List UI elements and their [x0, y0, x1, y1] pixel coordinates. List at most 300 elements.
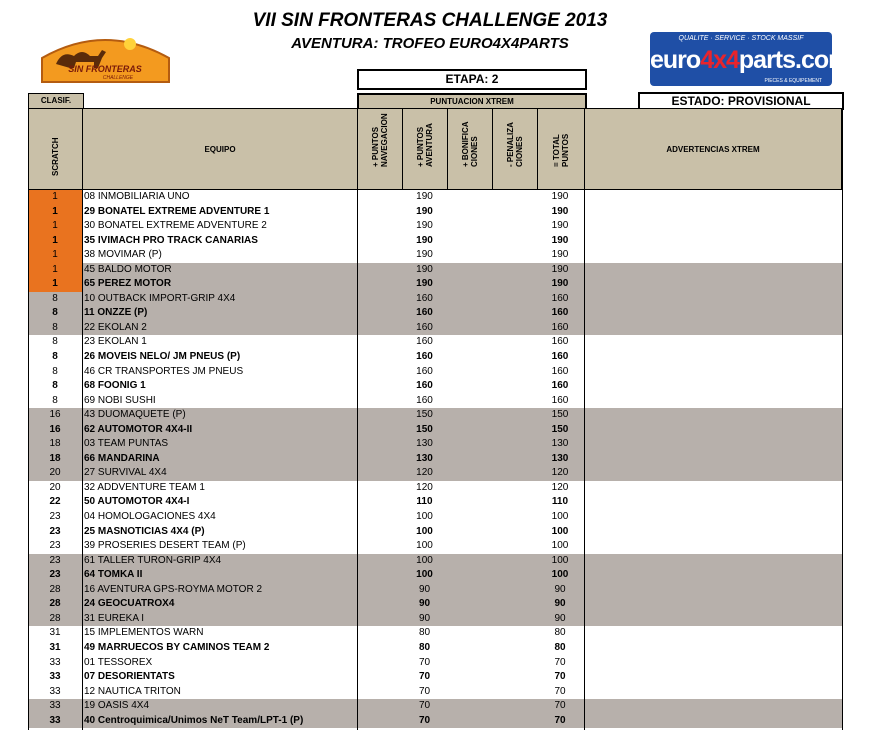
table-row	[28, 423, 842, 438]
team-cell: 03 TEAM PUNTAS	[84, 438, 169, 450]
advertencias-cell	[583, 466, 842, 481]
advertencias-cell	[583, 321, 842, 336]
team-cell: 62 AUTOMOTOR 4X4-II	[84, 423, 193, 435]
bonificaciones-cell	[447, 365, 492, 380]
aventura-cell: 190	[416, 205, 433, 217]
team-cell: 08 INMOBILIARIA UNO	[84, 191, 190, 202]
table-row	[28, 219, 842, 234]
team-cell: 49 MARRUECOS BY CAMINOS TEAM 2	[84, 641, 270, 653]
total-cell: 160	[551, 307, 569, 319]
scratch-cell: 33	[49, 700, 61, 712]
aventura-cell: 190	[416, 263, 433, 275]
scratch-cell: 23	[49, 554, 61, 566]
navegacion-cell	[357, 423, 402, 438]
table-row	[28, 670, 842, 685]
advertencias-cell	[583, 597, 842, 612]
advertencias-cell	[583, 350, 842, 365]
navegacion-cell	[357, 219, 402, 234]
table-row	[28, 466, 842, 481]
table-row	[28, 394, 842, 409]
aventura-cell: 100	[416, 540, 433, 552]
bonificaciones-cell	[447, 205, 492, 220]
navegacion-cell	[357, 597, 402, 612]
team-cell: 11 ONZZE (P)	[84, 307, 148, 319]
navegacion-cell	[357, 495, 402, 510]
navegacion-cell	[357, 437, 402, 452]
aventura-cell: 80	[418, 627, 431, 639]
table-row	[28, 699, 842, 714]
penalizaciones-cell	[492, 641, 537, 656]
table-row	[28, 205, 842, 220]
bonificaciones-cell	[447, 234, 492, 249]
table-row	[28, 306, 842, 321]
scratch-cell: 1	[28, 205, 82, 220]
scratch-cell: 20	[49, 467, 61, 479]
aventura-cell: 160	[416, 351, 433, 363]
bonificaciones-cell	[447, 335, 492, 350]
total-cell: 100	[551, 511, 569, 523]
total-cell: 160	[551, 380, 569, 392]
bonificaciones-cell	[447, 495, 492, 510]
table-row	[28, 234, 842, 249]
navegacion-cell	[357, 641, 402, 656]
advertencias-cell	[583, 685, 842, 700]
total-cell: 90	[554, 612, 566, 624]
aventura-cell: 70	[418, 714, 431, 726]
navegacion-cell	[357, 248, 402, 263]
penalizaciones-cell	[492, 205, 537, 220]
scratch-cell: 1	[28, 277, 82, 292]
total-cell: 70	[554, 671, 566, 683]
advertencias-cell	[583, 670, 842, 685]
scratch-cell: 23	[49, 540, 61, 552]
bonificaciones-cell	[447, 190, 492, 205]
table-row	[28, 481, 842, 496]
total-cell: 150	[551, 423, 569, 435]
logo-right-sub: PIECES & EQUIPEMENT	[764, 78, 822, 84]
penalizaciones-cell	[492, 365, 537, 380]
aventura-cell: 110	[416, 496, 433, 508]
aventura-cell: 190	[416, 191, 433, 202]
advertencias-cell	[583, 437, 842, 452]
penalizaciones-cell	[492, 219, 537, 234]
advertencias-cell	[583, 626, 842, 641]
aventura-cell: 150	[416, 409, 433, 421]
scratch-cell: 8	[52, 321, 58, 333]
aventura-cell: 70	[418, 656, 431, 668]
table-row	[28, 539, 842, 554]
team-cell: 69 NOBI SUSHI	[84, 394, 156, 406]
advertencias-cell	[583, 699, 842, 714]
team-cell: 29 BONATEL EXTREME ADVENTURE 1	[84, 205, 270, 217]
advertencias-cell	[583, 481, 842, 496]
scratch-cell: 8	[52, 307, 58, 319]
aventura-cell: 120	[416, 467, 433, 479]
header-penalizaciones: - PENALIZA CIONES	[492, 108, 538, 190]
bonificaciones-cell	[447, 510, 492, 525]
aventura-cell: 100	[416, 525, 433, 537]
aventura-cell: 160	[416, 292, 433, 304]
header-equipo: EQUIPO	[82, 108, 358, 190]
bonificaciones-cell	[447, 408, 492, 423]
aventura-cell: 160	[416, 365, 433, 377]
bonificaciones-cell	[447, 452, 492, 467]
scratch-cell: 8	[52, 292, 58, 304]
total-cell: 120	[551, 467, 569, 479]
table-row	[28, 321, 842, 336]
table-row	[28, 597, 842, 612]
navegacion-cell	[357, 394, 402, 409]
bonificaciones-cell	[447, 263, 492, 278]
table-row	[28, 554, 842, 569]
results-table	[28, 190, 842, 728]
navegacion-cell	[357, 205, 402, 220]
table-row	[28, 437, 842, 452]
team-cell: 04 HOMOLOGACIONES 4X4	[84, 511, 216, 523]
table-row	[28, 408, 842, 423]
team-cell: 64 TOMKA II	[84, 569, 143, 581]
navegacion-cell	[357, 277, 402, 292]
bonificaciones-cell	[447, 554, 492, 569]
total-cell: 160	[551, 292, 569, 304]
navegacion-cell	[357, 481, 402, 496]
advertencias-cell	[583, 277, 842, 292]
navegacion-cell	[357, 306, 402, 321]
bonificaciones-cell	[447, 248, 492, 263]
advertencias-cell	[583, 190, 842, 205]
penalizaciones-cell	[492, 699, 537, 714]
aventura-cell: 70	[418, 671, 431, 683]
bonificaciones-cell	[447, 626, 492, 641]
scratch-cell: 28	[49, 583, 61, 595]
aventura-cell: 90	[418, 612, 431, 624]
penalizaciones-cell	[492, 670, 537, 685]
estado-box: ESTADO: PROVISIONAL	[638, 92, 844, 110]
navegacion-cell	[357, 656, 402, 671]
page-subtitle: AVENTURA: TROFEO EURO4X4PARTS	[291, 35, 569, 52]
total-cell: 120	[551, 481, 569, 493]
navegacion-cell	[357, 335, 402, 350]
advertencias-cell	[583, 554, 842, 569]
advertencias-cell	[583, 452, 842, 467]
bonificaciones-cell	[447, 568, 492, 583]
puntuacion-label: PUNTUACION XTREM	[357, 93, 587, 111]
euro4x4parts-logo	[650, 32, 850, 86]
scratch-cell: 1	[28, 263, 82, 278]
penalizaciones-cell	[492, 423, 537, 438]
aventura-cell: 70	[418, 700, 431, 712]
aventura-cell: 150	[416, 423, 433, 435]
total-cell: 160	[551, 394, 569, 406]
penalizaciones-cell	[492, 234, 537, 249]
navegacion-cell	[357, 234, 402, 249]
total-cell: 100	[551, 540, 569, 552]
penalizaciones-cell	[492, 263, 537, 278]
penalizaciones-cell	[492, 597, 537, 612]
scratch-cell: 8	[52, 365, 58, 377]
scratch-cell: 33	[49, 671, 61, 683]
scratch-cell: 1	[28, 190, 82, 205]
advertencias-cell	[583, 495, 842, 510]
logo-right-wordmark	[650, 46, 850, 75]
logo-right-b: 4x4	[700, 46, 739, 74]
advertencias-cell	[583, 379, 842, 394]
advertencias-cell	[583, 510, 842, 525]
advertencias-cell	[583, 306, 842, 321]
advertencias-cell	[583, 641, 842, 656]
navegacion-cell	[357, 466, 402, 481]
table-row	[28, 495, 842, 510]
team-cell: 01 TESSOREX	[84, 656, 153, 668]
table-row	[28, 714, 842, 729]
navegacion-cell	[357, 539, 402, 554]
navegacion-cell	[357, 612, 402, 627]
total-cell: 160	[551, 351, 569, 363]
bonificaciones-cell	[447, 379, 492, 394]
bonificaciones-cell	[447, 277, 492, 292]
team-cell: 07 DESORIENTATS	[84, 671, 175, 683]
aventura-cell: 160	[416, 394, 433, 406]
bonificaciones-cell	[447, 641, 492, 656]
total-cell: 190	[551, 234, 569, 246]
grid-line	[82, 108, 83, 730]
scratch-cell: 23	[49, 511, 61, 523]
grid-line	[357, 108, 358, 730]
table-row	[28, 379, 842, 394]
table-row	[28, 263, 842, 278]
navegacion-cell	[357, 321, 402, 336]
scratch-cell: 33	[49, 714, 61, 726]
header-bonificaciones: + BONIFICA CIONES	[447, 108, 493, 190]
table-row	[28, 612, 842, 627]
bonificaciones-cell	[447, 656, 492, 671]
navegacion-cell	[357, 554, 402, 569]
scratch-cell: 31	[49, 641, 61, 653]
navegacion-cell	[357, 452, 402, 467]
header-total: = TOTAL PUNTOS	[537, 108, 585, 190]
navegacion-cell	[357, 263, 402, 278]
aventura-cell: 100	[416, 511, 433, 523]
bonificaciones-cell	[447, 685, 492, 700]
header-navegacion: + PUNTOS NAVEGACION	[357, 108, 403, 190]
bonificaciones-cell	[447, 292, 492, 307]
aventura-cell: 70	[418, 685, 431, 697]
scratch-cell: 23	[49, 525, 61, 537]
advertencias-cell	[583, 714, 842, 729]
scratch-cell: 31	[49, 627, 61, 639]
navegacion-cell	[357, 583, 402, 598]
team-cell: 38 MOVIMAR (P)	[84, 249, 162, 261]
navegacion-cell	[357, 699, 402, 714]
bonificaciones-cell	[447, 699, 492, 714]
logo-right-tagline: QUALITE · SERVICE · STOCK MASSIF	[678, 35, 804, 42]
scratch-cell: 20	[49, 481, 61, 493]
table-row	[28, 568, 842, 583]
aventura-cell: 190	[416, 249, 433, 261]
team-cell: 66 MANDARINA	[84, 452, 160, 464]
penalizaciones-cell	[492, 510, 537, 525]
penalizaciones-cell	[492, 612, 537, 627]
aventura-cell: 120	[416, 481, 433, 493]
bonificaciones-cell	[447, 321, 492, 336]
total-cell: 160	[551, 321, 569, 333]
bonificaciones-cell	[447, 539, 492, 554]
total-cell: 70	[554, 656, 566, 668]
navegacion-cell	[357, 408, 402, 423]
penalizaciones-cell	[492, 714, 537, 729]
navegacion-cell	[357, 292, 402, 307]
aventura-cell: 100	[416, 569, 433, 581]
team-cell: 31 EUREKA I	[84, 612, 145, 624]
penalizaciones-cell	[492, 277, 537, 292]
table-row	[28, 335, 842, 350]
advertencias-cell	[583, 568, 842, 583]
bonificaciones-cell	[447, 423, 492, 438]
penalizaciones-cell	[492, 292, 537, 307]
total-cell: 70	[554, 700, 566, 712]
logo-left-text: SIN FRONTERAS	[68, 64, 142, 74]
penalizaciones-cell	[492, 481, 537, 496]
team-cell: 61 TALLER TURON-GRIP 4X4	[84, 554, 222, 566]
aventura-cell: 130	[416, 438, 433, 450]
team-cell: 46 CR TRANSPORTES JM PNEUS	[84, 365, 244, 377]
aventura-cell: 190	[416, 220, 433, 232]
penalizaciones-cell	[492, 452, 537, 467]
total-cell: 80	[554, 627, 566, 639]
navegacion-cell	[357, 190, 402, 205]
scratch-cell: 16	[49, 423, 61, 435]
advertencias-cell	[583, 263, 842, 278]
logo-right-c: parts.com	[738, 46, 850, 74]
penalizaciones-cell	[492, 408, 537, 423]
total-cell: 150	[551, 409, 569, 421]
logo-right-a: euro	[650, 46, 701, 74]
total-cell: 80	[554, 641, 566, 653]
aventura-cell: 100	[416, 554, 433, 566]
grid-line	[28, 108, 29, 730]
table-row	[28, 583, 842, 598]
bonificaciones-cell	[447, 525, 492, 540]
penalizaciones-cell	[492, 350, 537, 365]
aventura-cell: 130	[416, 452, 433, 464]
total-cell: 130	[551, 452, 569, 464]
advertencias-cell	[583, 408, 842, 423]
scratch-cell: 8	[52, 351, 58, 363]
aventura-cell: 160	[416, 307, 433, 319]
total-cell: 160	[551, 336, 569, 348]
total-cell: 100	[551, 525, 569, 537]
navegacion-cell	[357, 350, 402, 365]
bonificaciones-cell	[447, 219, 492, 234]
navegacion-cell	[357, 365, 402, 380]
total-cell: 190	[551, 205, 569, 217]
penalizaciones-cell	[492, 466, 537, 481]
advertencias-cell	[583, 539, 842, 554]
penalizaciones-cell	[492, 656, 537, 671]
navegacion-cell	[357, 525, 402, 540]
bonificaciones-cell	[447, 583, 492, 598]
navegacion-cell	[357, 510, 402, 525]
bonificaciones-cell	[447, 437, 492, 452]
team-cell: 43 DUOMAQUETE (P)	[84, 409, 186, 421]
penalizaciones-cell	[492, 554, 537, 569]
team-cell: 19 OASIS 4X4	[84, 700, 150, 712]
penalizaciones-cell	[492, 248, 537, 263]
total-cell: 100	[551, 569, 569, 581]
navegacion-cell	[357, 568, 402, 583]
advertencias-cell	[583, 525, 842, 540]
table-row	[28, 510, 842, 525]
penalizaciones-cell	[492, 190, 537, 205]
team-cell: 27 SURVIVAL 4X4	[84, 467, 167, 479]
penalizaciones-cell	[492, 583, 537, 598]
scratch-cell: 18	[49, 452, 61, 464]
page-title: VII SIN FRONTERAS CHALLENGE 2013	[252, 10, 608, 31]
total-cell: 190	[551, 249, 569, 261]
penalizaciones-cell	[492, 568, 537, 583]
team-cell: 65 PEREZ MOTOR	[84, 278, 172, 290]
aventura-cell: 190	[416, 278, 433, 290]
total-cell: 110	[551, 496, 569, 508]
advertencias-cell	[583, 583, 842, 598]
penalizaciones-cell	[492, 335, 537, 350]
sin-fronteras-logo	[38, 28, 173, 84]
total-cell: 190	[551, 191, 569, 202]
team-cell: 40 Centroquimica/Unimos NeT Team/LPT-1 (P)	[84, 714, 304, 726]
table-row	[28, 350, 842, 365]
total-cell: 160	[551, 365, 569, 377]
advertencias-cell	[583, 394, 842, 409]
scratch-cell: 1	[28, 219, 82, 234]
aventura-cell: 160	[416, 321, 433, 333]
scratch-cell: 8	[52, 336, 58, 348]
penalizaciones-cell	[492, 539, 537, 554]
table-row	[28, 277, 842, 292]
scratch-cell: 1	[28, 234, 82, 249]
penalizaciones-cell	[492, 321, 537, 336]
header-aventura: + PUNTOS AVENTURA	[402, 108, 448, 190]
total-cell: 190	[551, 278, 569, 290]
advertencias-cell	[583, 423, 842, 438]
scratch-cell: 28	[49, 598, 61, 610]
bonificaciones-cell	[447, 481, 492, 496]
header-scratch: SCRATCH	[28, 108, 83, 190]
scratch-cell: 18	[49, 438, 61, 450]
team-cell: 26 MOVEIS NELO/ JM PNEUS (P)	[84, 351, 241, 363]
bonificaciones-cell	[447, 714, 492, 729]
table-row	[28, 248, 842, 263]
bonificaciones-cell	[447, 612, 492, 627]
scratch-cell: 1	[28, 248, 82, 263]
table-row	[28, 190, 842, 205]
penalizaciones-cell	[492, 306, 537, 321]
advertencias-cell	[583, 292, 842, 307]
aventura-cell: 160	[416, 380, 433, 392]
team-cell: 22 EKOLAN 2	[84, 321, 147, 333]
scratch-cell: 16	[49, 409, 61, 421]
table-row	[28, 626, 842, 641]
navegacion-cell	[357, 379, 402, 394]
team-cell: 30 BONATEL EXTREME ADVENTURE 2	[84, 220, 267, 232]
team-cell: 35 IVIMACH PRO TRACK CANARIAS	[84, 234, 258, 246]
team-cell: 24 GEOCUATROX4	[84, 598, 175, 610]
table-row	[28, 685, 842, 700]
table-row	[28, 656, 842, 671]
aventura-cell: 190	[416, 234, 433, 246]
bonificaciones-cell	[447, 306, 492, 321]
total-cell: 70	[554, 714, 566, 726]
team-cell: 12 NAUTICA TRITON	[84, 685, 181, 697]
